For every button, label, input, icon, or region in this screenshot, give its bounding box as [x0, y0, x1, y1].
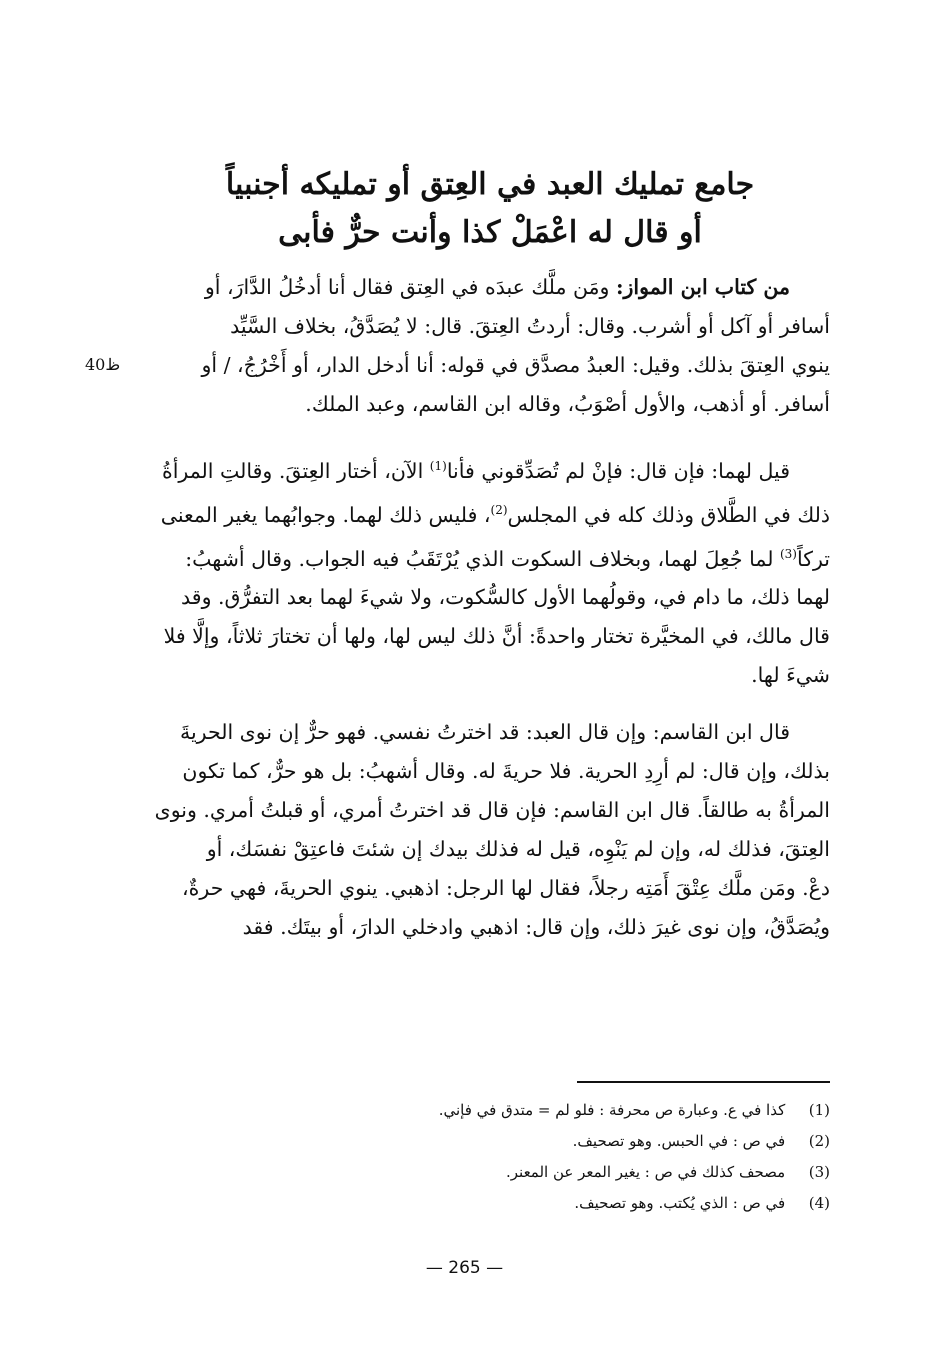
margin-folio-note: ظ40	[85, 355, 121, 374]
footnote-1	[300, 1095, 830, 1126]
footnote-ref-3[interactable]: (3)	[779, 546, 797, 561]
paragraph-3-line-5: دعْ. ومَن ملَّك عِتْقَ أَمَتِه رجلاً، فقال لها الرجل: اذهبي. ينوي الحريةَ، فهي حرةٌ،	[182, 876, 830, 900]
text-run: ذلك في الطَّلاق وذلك كله في المجلس	[507, 502, 830, 527]
footnote-ref-1[interactable]: (1)	[429, 459, 447, 473]
source-citation: من كتاب ابن المواز:	[615, 275, 790, 299]
paragraph-2-line-2	[158, 491, 830, 535]
paragraph-3-line-2: بذلك، وإن قال: لم أرِدِ الحرية. فلا حريةَ له. وقال أشهبُ: بل هو حرٌّ، كما تكون	[182, 759, 830, 783]
footnote-number: (2)	[808, 1132, 830, 1150]
text-run: تركاً	[796, 546, 830, 571]
paragraph-3-line-1: قال ابن القاسم: وإن قال العبد: قد اخترتُ نفسي. فهو حرٌّ إن نوى الحريةَ	[179, 720, 790, 744]
text-run: لما جُعِلَ لهما، وبخلاف السكوت الذي يُرْتَقَبُ فيه الجواب. وقال أشهبُ:	[185, 546, 780, 571]
footnote-3	[300, 1157, 830, 1188]
page-number: — 265 —	[425, 1258, 504, 1278]
footnote-number: (1)	[808, 1101, 830, 1119]
text-run: الآن، أختار العِتقَ. وقالتِ المرأةُ	[161, 458, 430, 483]
chapter-title-line-1: جامع تمليك العبد في العِتق أو تمليكه أجنبياً	[225, 167, 755, 202]
paragraph-1	[158, 268, 830, 424]
footnote-2	[300, 1126, 830, 1157]
footnote-ref-2[interactable]: (2)	[490, 502, 508, 517]
paragraph-2-line-6: شيءَ لها.	[751, 663, 830, 688]
paragraph-2-line-1	[158, 447, 830, 491]
paragraph-3-line-3: المرأةُ به طالقاً. قال ابن القاسم: فإن قال قد اخترتُ أمري، أو قبلتُ أمري. ونوى	[154, 798, 830, 822]
footnote-text: كذا في ع. وعبارة ص محرفة : فلو لم = متدق في فإني.	[438, 1101, 786, 1119]
chapter-title-line-2: أو قال له اعْمَلْ كذا وأنت حرٌّ فأبى	[278, 215, 702, 250]
paragraph-2	[158, 447, 830, 695]
paragraph-1-line-4: أسافر. أو أذهب، والأول أصْوَبُ، وقاله ابن القاسم، وعبد الملك.	[305, 392, 830, 416]
paragraph-1-line-2: أسافر أو آكل أو أشرب. وقال: أردتُ العِتقَ. قال: لا يُصَدَّقُ، بخلاف السَّيِّد	[230, 314, 830, 338]
footnote-number: (4)	[808, 1194, 830, 1212]
text-run: قيل لهما: فإن قال: فإنْ لم تُصَدِّقوني فأنا	[446, 458, 790, 483]
paragraph-3	[154, 713, 830, 947]
paragraph-1-line-1-text: ومَن ملَّك عبدَه في العِتق فقال أنا أدخُلُ الدَّارَ، أو	[204, 275, 616, 299]
paragraph-3-line-6: ويُصَدَّقُ، وإن نوى غيرَ ذلك، وإن قال: اذهبي وادخلي الدارَ، أو بيتَك. فقد	[242, 915, 830, 939]
paragraph-1-line-1	[158, 268, 830, 307]
footnote-text: في ص : في الحبس. وهو تصحيف.	[572, 1132, 786, 1150]
paragraph-3-line-4: العِتقَ، فذلك له، وإن لم يَنْوِه، قيل له فذلك بيدك إن شئتَ فاعتِقْ نفسَك، أو	[206, 837, 830, 861]
footnote-text: في ص : الذي يُكتب. وهو تصحيف.	[574, 1194, 786, 1212]
footnote-text: مصحف كذلك في ص : يغير المعر عن المعنر.	[506, 1163, 786, 1181]
paragraph-2-line-4: لهما ذلك، ما دام في، وقولُهما الأول كالسُّكوت، ولا شيءَ لهما بعد التفرُّق. وقد	[181, 585, 830, 610]
paragraph-2-line-3	[158, 535, 830, 579]
footnote-number: (3)	[808, 1163, 830, 1181]
footnote-4	[300, 1188, 830, 1219]
paragraph-2-line-5: قال مالك، في المخيَّرة تختار واحدةً: أنَّ ذلك ليس لها، ولها أن تختارَ ثلاثاً، وإلَّا فلا	[163, 624, 830, 649]
footnote-divider	[577, 1081, 830, 1083]
footnotes	[300, 1095, 830, 1219]
text-run: ، فليس ذلك لهما. وجوابُهما يغير المعنى	[160, 502, 491, 527]
paragraph-1-line-3: ينوي العِتقَ بذلك. وقيل: العبدُ مصدَّق في قوله: أنا أدخل الدار، أو أَخْرُجُ، / أو	[201, 353, 830, 377]
